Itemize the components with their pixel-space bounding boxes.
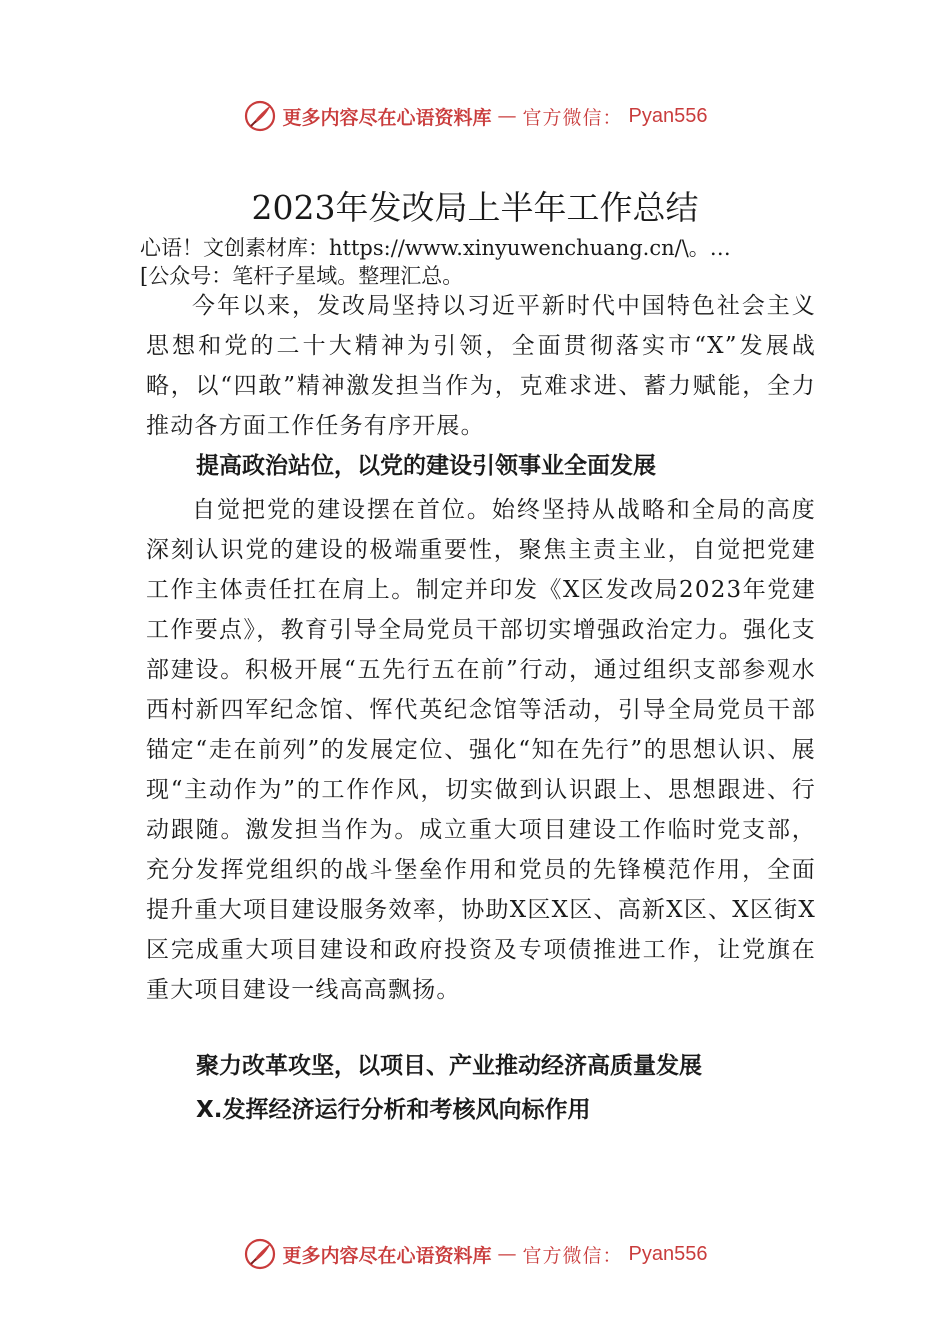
watermark-brand: 更多内容尽在心语资料库 bbox=[282, 1244, 492, 1267]
source-line-1: 心语！文创素材库：https://www.xinyuwenchuang.cn/\。… bbox=[140, 236, 731, 260]
watermark-wechat-label: 官方微信： bbox=[522, 1244, 623, 1267]
watermark-wechat-id: Pyan556 bbox=[628, 1242, 708, 1265]
quill-logo-icon bbox=[243, 1237, 277, 1271]
watermark-wechat-id: Pyan556 bbox=[628, 104, 708, 127]
intro-paragraph: 今年以来，发改局坚持以习近平新时代中国特色社会主义思想和党的二十大精神为引领，全面贯彻落实市“X”发展战略，以“四敢”精神激发担当作为，克难求进、蓄力赋能，全力推动各方面工作任务有序开展。 bbox=[146, 293, 816, 439]
watermark-dash: — bbox=[497, 105, 517, 127]
watermark-dash: — bbox=[497, 1243, 517, 1265]
source-line-2: [公众号：笔杆子星域。整理汇总。 bbox=[140, 264, 464, 288]
subsection-heading-1: X.发挥经济运行分析和考核风向标作用 bbox=[196, 1097, 591, 1123]
section-heading-1: 提高政治站位，以党的建设引领事业全面发展 bbox=[196, 453, 656, 479]
page-title: 2023年发改局上半年工作总结 bbox=[251, 188, 699, 227]
section-1-paragraph: 自觉把党的建设摆在首位。始终坚持从战略和全局的高度深刻认识党的建设的极端重要性，聚焦主责主业，自觉把党建工作主体责任扛在肩上。制定并印发《X区发改局2023年党建工作要点》，教育引导全局党员干部切实增强政治定力。强化支部建设。积极开展“五先行五在前”行动，通过组织支部参观水西村新四军纪念馆、恽代英纪念馆等活动，引导全局党员干部锚定“走在前列”的发展定位、强化“知在先行”的思想认识、展现“主动作为”的工作作风，切实做到认识跟上、思想跟进、行动跟随。激发担当作为。成立重大项目建设工作临时党支部，充分发挥党组织的战斗堡垒作用和党员的先锋模范作用，全面提升重大项目建设服务效率，协助X区X区、高新X区、X区街X区完成重大项目建设和政府投资及专项债推进工作，让党旗在重大项目建设一线高高飘扬。 bbox=[146, 497, 816, 1003]
quill-logo-icon bbox=[243, 99, 277, 133]
footer-watermark bbox=[0, 1234, 950, 1274]
header-watermark bbox=[0, 96, 950, 136]
watermark-brand: 更多内容尽在心语资料库 bbox=[282, 106, 492, 129]
watermark-wechat-label: 官方微信： bbox=[522, 106, 623, 129]
section-heading-2: 聚力改革攻坚，以项目、产业推动经济高质量发展 bbox=[196, 1053, 702, 1079]
